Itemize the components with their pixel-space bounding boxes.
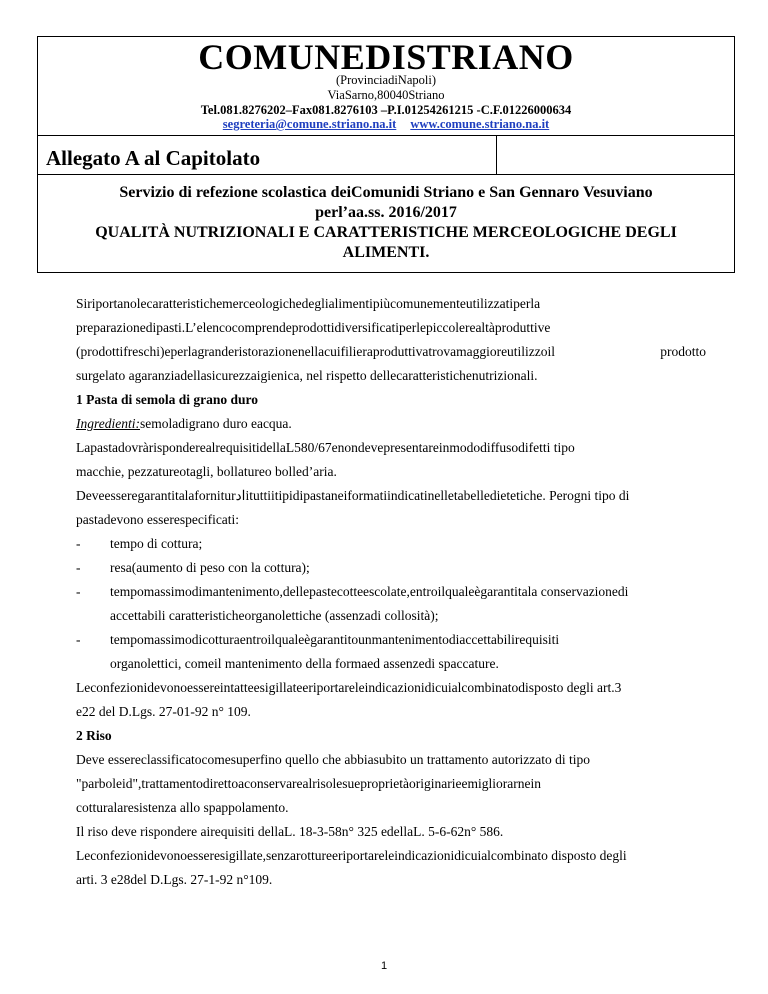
intro-line	[76, 340, 706, 364]
paragraph-line: Il riso deve rispondere airequisiti dellaL. 18-3-58n° 325 edellaL. 5-6-62n° 586.	[76, 824, 504, 839]
province-line: (ProvinciadiNapoli)	[336, 73, 436, 87]
intro-line: preparazionedipasti.L’elencocomprendeprodottidiversificatiperlepiccolerealtàproduttive	[76, 320, 551, 335]
paragraph-line: macchie, pezzatureotagli, bollatureo bolled’aria.	[76, 464, 337, 479]
municipality-title: COMUNEDISTRIANO	[198, 37, 574, 77]
paragraph-line: "parboleid",trattamentodirettoaconservarealrisolesueproprietàoriginarieemigliorarnein	[76, 776, 541, 791]
paragraph-line: Leconfezionidevonoessereintatteesigillateeriportareleindicazionidicuialcombinatodisposto degli art.3	[76, 680, 622, 695]
links-line	[38, 117, 734, 132]
service-line-4: ALIMENTI.	[342, 244, 430, 261]
paragraph-line: LapastadovràrisponderealrequisitidellaL580/67enondevepresentareinmododiffusodifetti tipo	[76, 440, 575, 455]
service-line-3: QUALITÀ NUTRIZIONALI E CARATTERISTICHE MERCEOLOGICHE DEGLI	[95, 224, 677, 241]
service-line-2: perl’aa.ss. 2016/2017	[315, 204, 457, 221]
list-item-continuation: accettabili caratteristicheorganolettiche (assenzadi collosità);	[110, 608, 439, 623]
paragraph-line: cotturalaresistenza allo spappolamento.	[76, 800, 289, 815]
paragraph-line: pastadevono esserespecificati:	[76, 512, 240, 527]
header-box	[37, 36, 735, 273]
list-dash: -	[76, 560, 81, 575]
allegato-title: Allegato A al Capitolato	[46, 146, 261, 170]
ingredients-text: semoladigrano duro eacqua.	[139, 416, 292, 431]
intro-text: prodotto	[660, 344, 706, 359]
intro-line: surgelato agaranziadellasicurezzaigienica, nel rispetto dellecaratteristichenutrizionali.	[76, 368, 538, 383]
section-title-pasta: 1 Pasta di semola di grano duro	[76, 392, 259, 407]
intro-text: (prodottifreschi)eperlagranderistorazionenellacuifilieraproduttivatrovamaggioreutilizzoil	[76, 344, 556, 359]
list-item	[76, 580, 706, 604]
list-item	[76, 556, 706, 580]
contacts-line: Tel.081.8276202–Fax081.8276103 –P.I.01254261215 -C.F.01226000634	[200, 103, 572, 117]
paragraph-line: Deveesseregarantitalaforniturادituttiitipidipastaneiformatiindicatinelletabelledietetiche. Perogni tipo di	[76, 488, 630, 503]
paragraph-line: e22 del D.Lgs. 27-01-92 n° 109.	[76, 704, 251, 719]
email-link[interactable]: segreteria@comune.striano.na.it	[222, 117, 397, 131]
address-line: ViaSarno,80040Striano	[327, 88, 445, 102]
header-row-allegato	[38, 135, 734, 175]
list-item	[76, 532, 706, 556]
paragraph-line: Deve essereclassificatocomesuperfino quello che abbiasubito un trattamento autorizzato di tipo	[76, 752, 590, 767]
paragraph-line: arti. 3 e28del D.Lgs. 27-1-92 n°109.	[76, 872, 273, 887]
list-dash: -	[76, 632, 81, 647]
ingredients-label: Ingredienti:	[76, 416, 140, 431]
intro-line: Siriportanolecaratteristichemerceologichedeglialimentipiùcomunementeutilizzatiperla	[76, 296, 541, 311]
cell-divider	[496, 136, 497, 174]
paragraph-line: Leconfezionidevonoesseresigillate,senzarottureeriportareleindicazionidicuialcombinato disposto degli	[76, 848, 627, 863]
list-item	[76, 628, 706, 652]
header-row-municipality	[38, 37, 734, 135]
service-line-1: Servizio di refezione scolastica deiComunidi Striano e San Gennaro Vesuviano	[119, 184, 653, 201]
list-dash: -	[76, 584, 81, 599]
page-number: 1	[380, 960, 388, 972]
service-title-block	[38, 183, 734, 263]
list-item-text: tempomassimodicotturaentroilqualeègarantitounmantenimentodiaccettabilirequisiti	[110, 632, 560, 647]
list-item-text: tempomassimodimantenimento,dellepastecotteescolate,entroilqualeègarantitala conservazionedi	[110, 584, 629, 599]
document-body	[76, 292, 706, 892]
list-item-continuation: organolettici, comeil mantenimento della formaed assenzedi spaccature.	[110, 656, 499, 671]
section-title-riso: 2 Riso	[76, 728, 112, 743]
list-dash: -	[76, 536, 81, 551]
ingredients-line	[76, 412, 706, 436]
website-link[interactable]: www.comune.striano.na.it	[410, 117, 550, 131]
list-item-text: resa(aumento di peso con la cottura);	[110, 560, 310, 575]
list-item-text: tempo di cottura;	[110, 536, 203, 551]
